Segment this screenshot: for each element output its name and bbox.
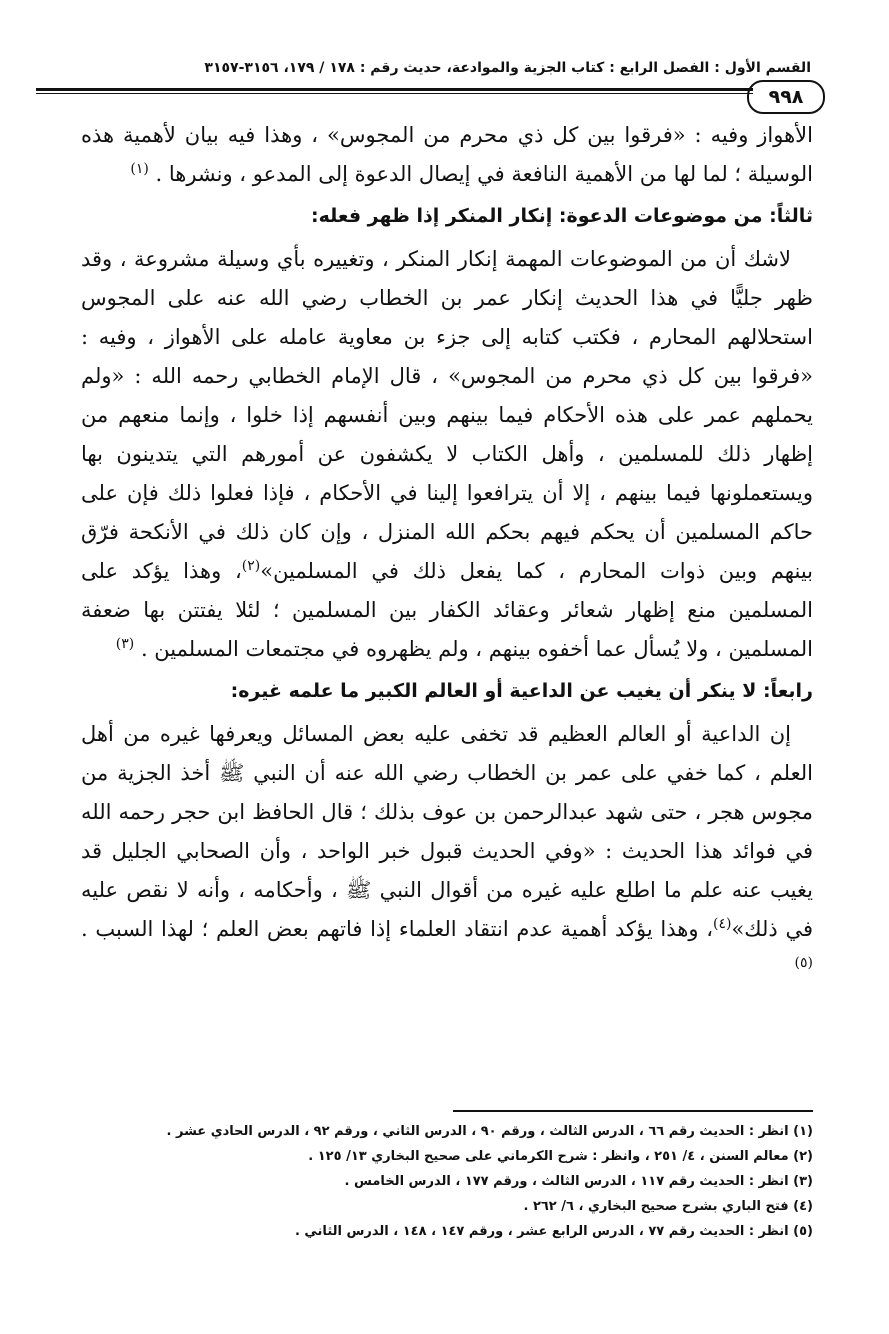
footnote-ref-2: (٢) xyxy=(241,558,261,574)
footnote-ref-1: (١) xyxy=(130,161,149,177)
paragraph-3 xyxy=(81,715,813,988)
section-heading-3: ثالثاً: من موضوعات الدعوة: إنكار المنكر إذا ظهر فعله: xyxy=(310,205,813,227)
paragraph-2-continuation: ، وهذا يؤكد على المسلمين منع إظهار شعائر وعقائد الكفار بين المسلمين ؛ لئلا يفتتن بها ضعفة المسلمين ، ولا يُسأل عما أخفوه بينهم ، ولم يظهروه في مجتمعات المسلمين . xyxy=(81,559,813,661)
footnote-1: (١) انظر : الحديث رقم ٦٦ ، الدرس الثالث ، ورقم ٩٠ ، الدرس الثاني ، ورقم ٩٢ ، الدرس الحادي عشر . xyxy=(166,1124,813,1139)
footnote-5: (٥) انظر : الحديث رقم ٧٧ ، الدرس الرابع عشر ، ورقم ١٤٧ ، ١٤٨ ، الدرس الثاني . xyxy=(294,1224,813,1239)
body-text xyxy=(81,116,813,988)
footnote-ref-3: (٣) xyxy=(115,636,135,652)
paragraph-2-text: لاشك أن من الموضوعات المهمة إنكار المنكر ، وتغييره بأي وسيلة مشروعة ، وقد ظهر جليًّا في هذا الحديث إنكار عمر بن الخطاب رضي الله عنه على المجوس استحلالهم المحارم ، فكتب كتابه إلى جزء بن معاوية عامله على الأهواز ، وفيه : «فرقوا بين كل ذي محرم من المجوس» ، قال الإمام الخطابي رحمه الله : «ولم يحملهم عمر على هذه الأحكام فيما بينهم وبين أنفسهم إذا خلوا ، وإنما منعهم من إظهار ذلك للمسلمين ، وأهل الكتاب لا يكشفون عن أمورهم التي يتدينون بها ويستعملونها فيما بينهم ، إلا أن يترافعوا إلينا في الأحكام ، فإذا فعلوا ذلك فإن على حاكم المسلمين أن يحكم فيهم بحكم الله المنزل ، وإن كان ذلك في الأنكحة فرّق بينهم وبين ذوات المحارم ، كما يفعل ذلك في المسلمين» xyxy=(81,247,814,583)
header-rule xyxy=(36,88,753,94)
page-number: ٩٩٨ xyxy=(747,80,825,114)
paragraph-3-text: إن الداعية أو العالم العظيم قد تخفى عليه بعض المسائل ويعرفها غيره من أهل العلم ، كما خفي على عمر بن الخطاب رضي الله عنه أن النبي ﷺ أخذ الجزية من مجوس هجر ، حتى شهد عبدالرحمن بن عوف بذلك ؛ قال الحافظ ابن حجر رحمه الله في فوائد هذا الحديث : «وفي الحديث قبول خبر الواحد ، وأن الصحابي الجليل قد يغيب عنه علم ما اطلع عليه غيره من أقوال النبي ﷺ ، وأحكامه ، وأنه لا نقص عليه في ذلك» xyxy=(81,722,813,941)
section-heading-4: رابعاً: لا ينكر أن يغيب عن الداعية أو العالم الكبير ما علمه غيره: xyxy=(230,680,813,702)
footnote-2: (٢) معالم السنن ، ٤/ ٢٥١ ، وانظر : شرح الكرماني على صحيح البخاري ١٣/ ١٢٥ . xyxy=(308,1149,813,1164)
footnote-ref-4: (٤) xyxy=(712,916,732,932)
paragraph-1 xyxy=(81,116,813,194)
footnotes xyxy=(53,1119,813,1244)
paragraph-2 xyxy=(81,240,813,669)
footnote-separator xyxy=(453,1110,813,1112)
footnote-4: (٤) فتح الباري بشرح صحيح البخاري ، ٦/ ٢٦٢ . xyxy=(523,1199,813,1214)
running-header: القسم الأول : الفصل الرابع : كتاب الجزية والموادعة، حديث رقم : ١٧٨ / ١٧٩، ٣١٥٦-٣١٥٧ xyxy=(204,60,811,76)
paragraph-1-text: الأهواز وفيه : «فرقوا بين كل ذي محرم من المجوس» ، وهذا فيه بيان لأهمية هذه الوسيلة ؛ لما لها من الأهمية النافعة في إيصال الدعوة إلى المدعو ، ونشرها . xyxy=(81,123,813,186)
footnote-ref-5: (٥) xyxy=(794,955,813,971)
paragraph-3-continuation: ، وهذا يؤكد أهمية عدم انتقاد العلماء إذا فاتهم بعض العلم ؛ لهذا السبب . xyxy=(81,917,713,941)
footnote-3: (٣) انظر : الحديث رقم ١١٧ ، الدرس الثالث ، ورقم ١٧٧ ، الدرس الخامس . xyxy=(344,1174,813,1189)
